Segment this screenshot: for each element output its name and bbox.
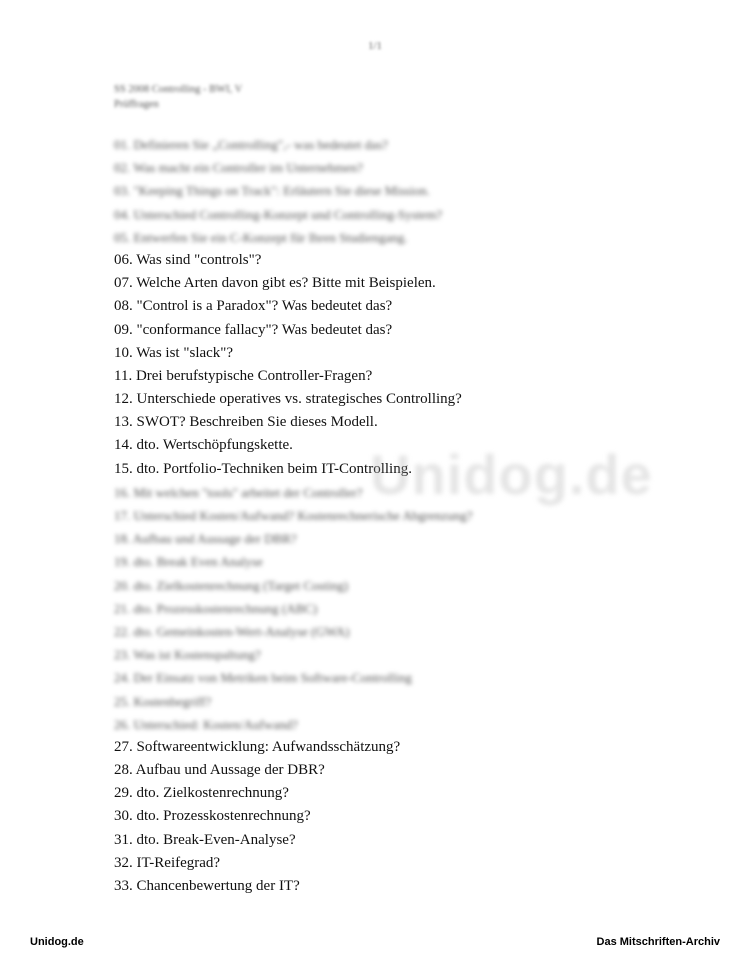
- question-item: 23. Was ist Kostenspaltung?: [114, 647, 261, 663]
- question-item: 21. dto. Prozesskostenrechnung (ABC): [114, 600, 318, 616]
- question-item: 33. Chancenbewertung der IT?: [114, 878, 300, 894]
- question-item: 03. "Keeping Things on Track": Erläutern Sie diese Mission.: [114, 183, 430, 199]
- question-item: 14. dto. Wertschöpfungskette.: [114, 437, 293, 454]
- question-item: 30. dto. Prozesskostenrechnung?: [114, 808, 311, 825]
- question-item: 28. Aufbau und Aussage der DBR?: [114, 762, 325, 779]
- page-number: 1/1: [367, 40, 383, 52]
- question-item: 10. Was ist "slack"?: [114, 344, 234, 361]
- question-item: 32. IT-Reifegrad?: [114, 854, 221, 871]
- watermark-logo: Unidog.de: [370, 443, 653, 506]
- question-item: 02. Was macht ein Controller im Unternehmen?: [114, 160, 363, 176]
- question-item: 11. Drei berufstypische Controller-Fragen?: [114, 367, 373, 384]
- question-item: 01. Definieren Sie „Controlling",- was bedeutet das?: [114, 137, 388, 152]
- question-item: 13. SWOT? Beschreiben Sie dieses Modell.: [114, 414, 378, 431]
- question-item: 15. dto. Portfolio-Techniken beim IT-Controlling.: [114, 460, 412, 477]
- header-course-line: SS 2008 Controlling - BWI, V: [114, 84, 243, 95]
- question-item: 31. dto. Break-Even-Analyse?: [114, 831, 296, 848]
- question-item: 04. Unterschied Controlling-Konzept und Controlling-System?: [114, 206, 443, 222]
- question-item: 22. dto. Gemeinkosten-Wert-Analyse (GWA): [114, 623, 350, 639]
- question-item: 25. Kostenbegriff?: [114, 693, 212, 709]
- question-item: 09. "conformance fallacy"? Was bedeutet das?: [114, 321, 393, 338]
- page-footer: [0, 936, 750, 956]
- question-item: 06. Was sind "controls"?: [114, 251, 262, 268]
- document-header: [114, 82, 242, 112]
- question-item: 16. Mit welchen "tools" arbeitet der Controller?: [114, 484, 363, 500]
- question-item: 29. dto. Zielkostenrechnung?: [114, 785, 289, 802]
- question-item: 24. Der Einsatz von Metriken beim Software-Controlling: [114, 670, 412, 686]
- footer-site-name: Unidog.de: [30, 936, 84, 948]
- question-item: 18. Aufbau und Aussage der DBR?: [114, 531, 297, 547]
- question-item: 27. Softwareentwicklung: Aufwandsschätzung?: [114, 738, 401, 755]
- question-item: 17. Unterschied Kosten/Aufwand? Kostenrechnerische Abgrenzung?: [114, 508, 473, 523]
- question-item: 20. dto. Zielkostenrechnung (Target Costing): [114, 577, 349, 593]
- header-subtitle: Prüffragen: [114, 99, 159, 110]
- question-item: 05. Entwerfen Sie ein C-Konzept für Ihren Studiengang.: [114, 229, 408, 245]
- question-item: 12. Unterschiede operatives vs. strategisches Controlling?: [114, 391, 462, 408]
- question-item: 07. Welche Arten davon gibt es? Bitte mit Beispielen.: [114, 275, 436, 292]
- question-item: 19. dto. Break Even Analyse: [114, 554, 263, 570]
- question-item: 08. "Control is a Paradox"? Was bedeutet das?: [114, 298, 393, 315]
- question-list: [114, 133, 472, 898]
- question-item: 26. Unterschied: Kosten/Aufwand?: [114, 716, 298, 732]
- footer-archive-label: Das Mitschriften-Archiv: [596, 936, 720, 948]
